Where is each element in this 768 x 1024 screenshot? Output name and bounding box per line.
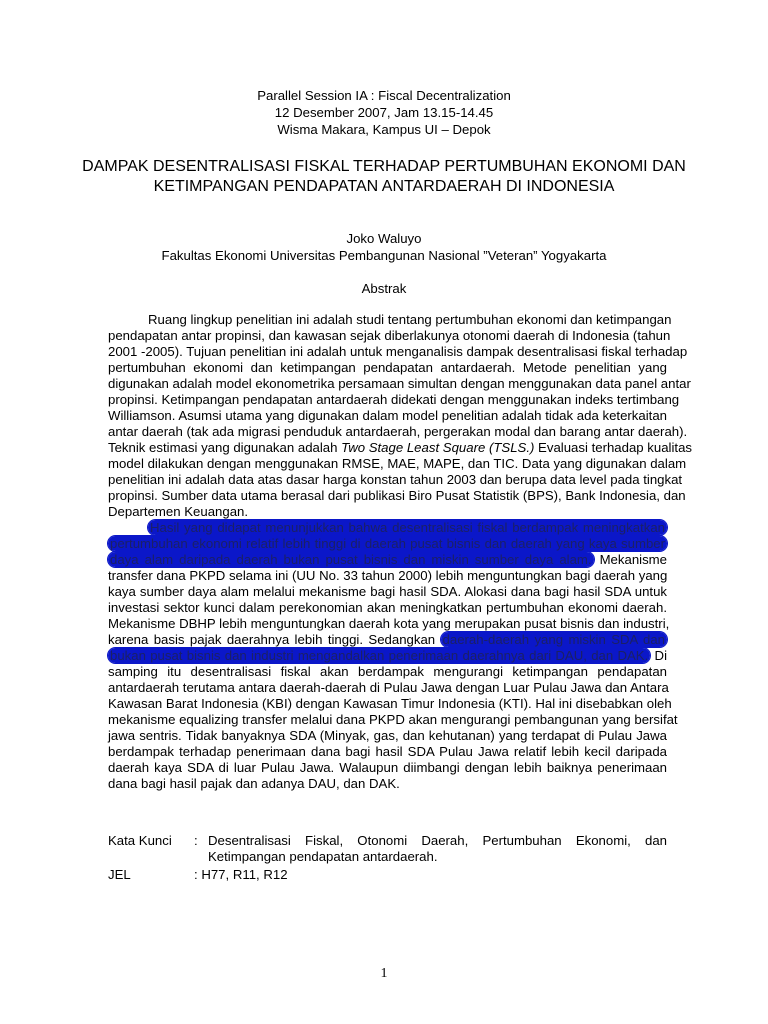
abstract-line: mekanisme equalizing transfer melalui dana PKPD akan mengurangi pembangunan yang bersifat <box>108 712 678 727</box>
session-date: 12 Desember 2007, Jam 13.15-14.45 <box>274 105 494 120</box>
session-venue: Wisma Makara, Kampus UI – Depok <box>277 122 491 137</box>
abstract-line: propinsi. Sumber data utama berasal dari publikasi Biro Pusat Statistik (BPS), Bank Indonesia, dan <box>108 488 686 503</box>
highlight-annotation: bukan pusat bisnis dan industri mengandalkan penerimaan daerahnya dari DAU, dan DAK. <box>110 648 649 663</box>
keywords-line-2: Ketimpangan pendapatan antardaerah. <box>208 849 438 864</box>
session-title: Parallel Session IA : Fiscal Decentralization <box>257 88 511 103</box>
keywords-text <box>208 833 667 865</box>
abstract-line-highlighted <box>108 536 667 552</box>
abstract-line: 2001 -2005). Tujuan penelitian ini adalah untuk menganalisis dampak desentralisasi fiskal terhadap <box>108 344 688 359</box>
abstract-line: investasi sektor kunci dalam perekonomian akan meningkatkan pertumbuhan ekonomi daerah. <box>108 600 667 615</box>
abstract-line: antardaerah terutama antara daerah-daerah di Pulau Jawa dengan Luar Pulau Jawa dan Antara <box>108 680 669 695</box>
after-highlight-text: Mekanisme <box>593 552 667 567</box>
before-highlight-text: karena basis pajak daerahnya lebih tinggi. Sedangkan <box>108 632 441 647</box>
abstract-line-highlighted <box>108 632 667 648</box>
jel-row <box>108 867 667 883</box>
abstract-line: Williamson. Asumsi utama yang digunakan dalam model penelitian adalah tidak ada keterkaitan <box>108 408 667 423</box>
keywords-block <box>108 833 667 883</box>
abstract-line-highlighted <box>108 552 667 568</box>
abstract-body <box>108 312 693 792</box>
abstract-line: penelitian ini adalah data atas dasar harga konstan tahun 2003 dan berupa data level pada tingkat <box>108 472 683 487</box>
abstract-line: antar daerah (tak ada migrasi penduduk antardaerah, pergerakan modal dan barang antar daerah). <box>108 424 688 439</box>
keywords-label: Kata Kunci <box>108 833 172 848</box>
jel-value: : H77, R11, R12 <box>194 867 288 882</box>
paper-title <box>60 157 708 197</box>
paper-title-line-1: DAMPAK DESENTRALISASI FISKAL TERHADAP PERTUMBUHAN EKONOMI DAN <box>82 158 686 175</box>
paper-title-line-2: KETIMPANGAN PENDAPATAN ANTARDAERAH DI INDONESIA <box>153 178 615 195</box>
highlight-annotation: Hasil yang didapat menunjukkan bahwa desentralisasi fiskal berdampak meningkatkan <box>150 520 665 535</box>
abstract-line-highlighted <box>108 648 667 664</box>
abstract-line: Mekanisme DBHP lebih menguntungkan daerah kota yang merupakan pusat bisnis dan industri, <box>108 616 670 631</box>
author-block <box>0 230 768 264</box>
abstract-line: model dilakukan dengan menggunakan RMSE, MAE, MAPE, dan TIC. Data yang digunakan dalam <box>108 456 687 471</box>
highlight-annotation: pertumbuhan ekonomi relatif lebih tinggi di daerah pusat bisnis dan daerah yang kaya sumber <box>110 536 665 551</box>
abstract-line: jawa sentris. Tidak banyaknya SDA (Minyak, gas, dan kehutanan) yang terdapat di Pulau Jawa <box>108 728 667 743</box>
abstract-line: kaya sumber daya alam melalui mekanisme bagi hasil SDA. Alokasi dana bagi hasil SDA untuk <box>108 584 667 599</box>
keywords-row <box>108 833 667 865</box>
abstract-line: berdampak terhadap penerimaan dana bagi hasil SDA Pulau Jawa relatif lebih kecil daripada <box>108 744 667 759</box>
abstract-line: Kawasan Barat Indonesia (KBI) dengan Kawasan Timur Indonesia (KTI). Hal ini disebabkan oleh <box>108 696 672 711</box>
abstract-line: propinsi. Ketimpangan pendapatan antardaerah didekati dengan menggunakan indeks tertimbang <box>108 392 680 407</box>
abstract-line: digunakan adalah model ekonometrika persamaan simultan dengan menggunakan data panel antar <box>108 376 691 391</box>
tsls-post: Evaluasi terhadap kualitas <box>534 440 693 455</box>
author-affiliation: Fakultas Ekonomi Universitas Pembangunan Nasional ”Veteran” Yogyakarta <box>161 248 607 263</box>
author-name: Joko Waluyo <box>346 231 422 246</box>
abstract-heading: Abstrak <box>361 281 407 296</box>
keywords-colon: : <box>194 833 198 848</box>
jel-label: JEL <box>108 867 131 882</box>
abstract-line: Departemen Keuangan. <box>108 504 249 519</box>
highlight-annotation: daerah-daerah yang miskin SDA dan <box>442 632 665 647</box>
after-highlight-text: Di <box>650 648 667 663</box>
tsls-italic: Two Stage Least Square (TSLS.) <box>341 440 535 455</box>
tsls-pre: Teknik estimasi yang digunakan adalah <box>108 440 342 455</box>
abstract-line: daerah kaya SDA di luar Pulau Jawa. Walaupun diimbangi dengan lebih baiknya penerimaan <box>108 760 667 775</box>
highlight-annotation: daya alam daripada daerah bukan pusat bisnis dan miskin sumber daya alam. <box>110 552 592 567</box>
abstract-line: pendapatan antar propinsi, dan kawasan sejak diberlakunya otonomi daerah di Indonesia (tahun <box>108 328 671 343</box>
abstract-line: Ruang lingkup penelitian ini adalah studi tentang pertumbuhan ekonomi dan ketimpangan <box>148 312 672 327</box>
page-number: 1 <box>380 966 388 981</box>
abstract-line: transfer dana PKPD selama ini (UU No. 33 tahun 2000) lebih menguntungkan bagi daerah yang <box>108 568 668 583</box>
abstract-line-tsls <box>108 440 693 456</box>
session-header <box>0 87 768 138</box>
abstract-line: samping itu desentralisasi fiskal akan berdampak mengurangi ketimpangan pendapatan <box>108 664 667 679</box>
keywords-line-1: Desentralisasi Fiskal, Otonomi Daerah, Pertumbuhan Ekonomi, dan <box>208 833 667 848</box>
abstract-line-highlighted <box>108 520 667 536</box>
abstract-line: dana bagi hasil pajak dan adanya DAU, dan DAK. <box>108 776 400 791</box>
abstract-line: pertumbuhan ekonomi dan ketimpangan pendapatan antardaerah. Metode penelitian yang <box>108 360 667 375</box>
